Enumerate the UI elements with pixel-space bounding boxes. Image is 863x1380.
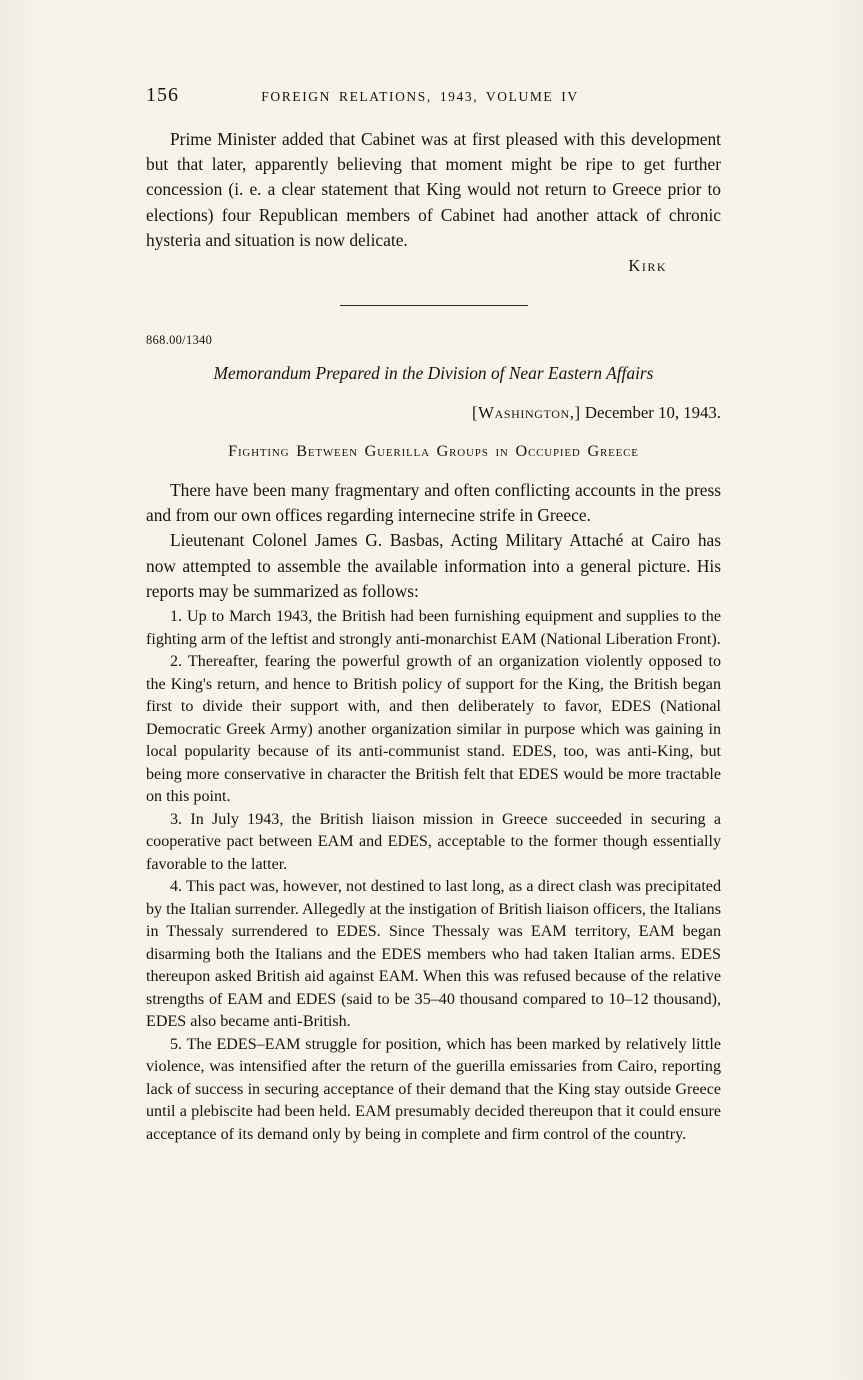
signature: Kirk — [628, 256, 667, 276]
previous-document-paragraph: Prime Minister added that Cabinet was at first pleased with this development but that later, apparently believing that moment might be ripe to get further concession (i. e. a clear statement that King would not return to Greece prior to elections) four Republican members of Cabinet had another attack of chronic hysteria and situation is now delicate. — [146, 129, 721, 250]
memo-paragraph: Lieutenant Colonel James G. Basbas, Acting Military Attaché at Cairo has now attempted to assemble the available information into a general picture. His reports may be summarized as follows: — [146, 530, 721, 601]
section-divider — [340, 305, 528, 306]
numbered-item-3: 3. In July 1943, the British liaison mission in Greece succeeded in securing a cooperative pact between EAM and EDES, acceptable to the former though essentially favorable to the latter. — [146, 810, 721, 873]
page-header — [146, 84, 721, 107]
numbered-item-5: 5. The EDES–EAM struggle for position, which has been marked by relatively little violence, was intensified after the return of the guerilla emissaries from Cairo, reporting lack of success in securing acceptance of their demand that the King stay outside Greece until a plebiscite had been held. EAM presumably decided thereupon that it could ensure acceptance of its demand only by being in complete and firm control of the country. — [146, 1035, 721, 1143]
dateline — [146, 403, 721, 423]
document-number: 868.00/1340 — [146, 333, 213, 348]
numbered-item-4: 4. This pact was, however, not destined to last long, as a direct clash was precipitated by the Italian surrender. Allegedly at the instigation of British liaison officers, the Italians in Thessaly surrendered to EDES. Since Thessaly was EAM territory, EAM began disarming both the Italians and the EDES members who had taken Italian arms. EDES thereupon asked British aid against EAM. When this was refused because of the relative strengths of EAM and EDES (said to be 35–40 thousand compared to 10–12 thousand), EDES also became anti-British. — [146, 878, 721, 1031]
section-heading: Fighting Between Guerilla Groups in Occupied Greece — [228, 442, 639, 461]
memo-paragraph: There have been many fragmentary and often conflicting accounts in the press and from our own offices regarding internecine strife in Greece. — [146, 480, 721, 526]
numbered-item-2: 2. Thereafter, fearing the powerful growth of an organization violently opposed to the King's return, and hence to British policy of support for the King, the British began first to divide their support with, and then deliberately to favor, EDES (National Democratic Greek Army) another organization similar in purpose which was gaining in local popularity because of its anti-communist stand. EDES, too, was anti-King, but being more conservative in character the British felt that EDES would be more tractable on this point. — [146, 653, 721, 806]
numbered-item-1: 1. Up to March 1943, the British had been furnishing equipment and supplies to the fighting arm of the leftist and strongly anti-monarchist EAM (National Liberation Front). — [146, 608, 721, 648]
dateline-place: [Washington,] — [471, 403, 581, 423]
numbered-list — [146, 606, 721, 1146]
dateline-date: December 10, 1943. — [580, 403, 721, 423]
page-number: 156 — [146, 84, 179, 106]
running-title: FOREIGN RELATIONS, 1943, VOLUME IV — [261, 89, 579, 104]
memo-title: Memorandum Prepared in the Division of Near Eastern Affairs — [213, 363, 654, 384]
